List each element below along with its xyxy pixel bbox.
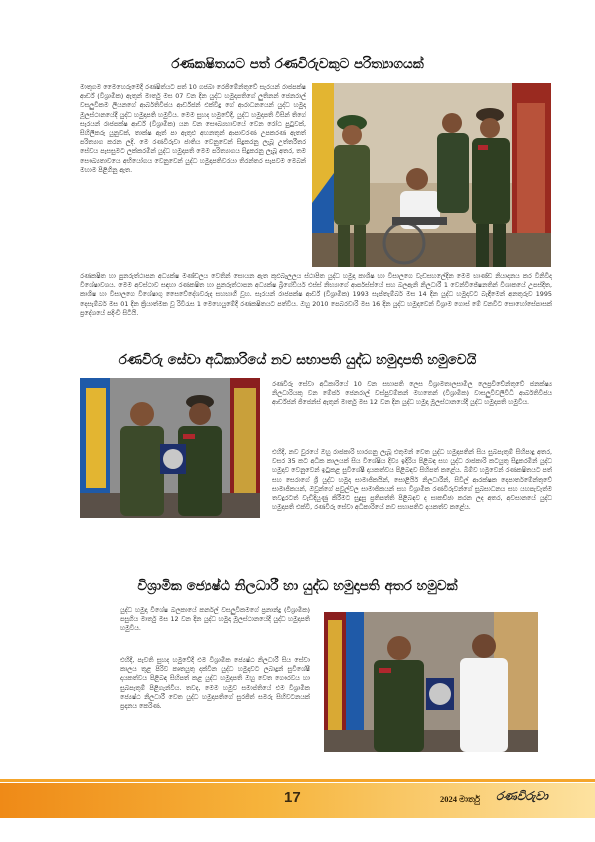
article2-text-p2: එහිදී, නව වුරයේ ඔහු රාජකාරි භාරගනු ලැබූ එතුමන් වෙත යුද්ධ හමුදාපතින් සිය සුබපැතුම් සිහිපාදු අතර, වසර 35 කට අධික කාලයක් සිය විශේෂිය දිව්‍ය ඉදිරිය පිළිබඳ සහ යුද්ධ රාජකාරි කටයුතු සිදුකරමින් යුද්ධ හමුදාව වෙනුවෙන් ඉටුකළ සුවිශේෂී දායකත්වය පිළිබඳව සිහිපත් කළේය. බිම්ව හමුවෙන් රණකෂිතයට පත් සහ සෙරාගේ ශ්‍රී යුද්ධ හමුදා සාමාජිකයින්, සොළියිර් නිලධාරීන්, සිවිල් ආරක්ෂක දෙපාර්තමේන්තුවේ සාමාජිකයන්, ඔවුන්ගේ පවුල්වල සාමාජිකයන් සහ විශ්‍රාමික රණවිරුවන්ගේ සුබසාධනය සහ යහපැවැත්ම තවදුරටත් වැඩිදියුණු කිරීමට සුදුසු ප්‍රතිපත්ති පිළිබඳව ද සාකච්ඡා කරන ලද අතර, අවසානයේ යුද්ධ හමුදාපති එක්වි, රණවිරු සේවා අධිකාරියේ නව සභාපතිට දායකත්ව කළේය. — [272, 448, 552, 512]
article3-headline: විශ්‍රාමික ජ්‍යෙෂ්ඨ නිලධාරී හා යුද්ධ හමුදාපති අතර හමුවක් — [137, 578, 458, 594]
magazine-logo: රණවිරුවා — [496, 789, 548, 803]
article3-photo — [324, 612, 538, 752]
article2-photo — [80, 378, 260, 518]
page-number: 17 — [284, 789, 301, 806]
article2-headline: රණවිරු සේවා අධිකාරියේ නව සභාපති යුද්ධ හමුදාපති හමුවෙයි — [118, 352, 477, 368]
article1-wide-text: රණකෂිත හා පුනරුත්ථාපන අධ්‍යක්ෂ මණ්ඩලය වෙතින් සොයන ඇත කුළුබෑලලය ස්ථාපිත යුද්ධ හමුදා කාශිෂ හා විසාලගෙ වැඩසහලේදින මෙම භාණ්ඩ නියාදනය කර විනිවිද විශේෂාවශය. මෙම අවස්ථාව සඳහා රණකෂිත හා පුනරුත්ථාපන අධ්‍යක්ෂ බ්‍රිගේඩියර් එස්ස් නිභ්‍යාගේ ආර්පස්ස්යේ සහ බලඇනි නිලධාරී 1 වෙන්විජේෂනතින් විශාකයේ උපස්දිත, කාශිෂ හා විසාලගෙ විශේෂාගු සෛවේදේශවරුද සහභාගී වූහ. සැරයන් රාජපක්ෂ ආර්ඩ් (විශ්‍රාමික) 1993 සැප්තැම්බර් මස 14 දින යුද්ධ හමුදාවට බැඳීමෙන් අනතුරුව 1995 දෙසැම්බර් මස 01 දින ක්‍රියාත්මක වූ රිවිරැස 1 මෙහෙයුමේදී රණකෂිතයට පත්විය. ඔහු 2010 පෙබරවාරි මස 16 දින යුද්ධ හමුදාවෙන් විශ්‍රාම ගොස් මේ වනවිට සොහෝසේපාසක් ප්‍රදේශයේ පදිංචි සිටියි. — [80, 272, 552, 317]
article1-photo — [312, 83, 551, 267]
article3-text-p2: එහිදී, පැවති සුහද හමුවේදී එම විශ්‍රාමික ජ්‍යෙෂ්ඨ නිලධාරී සිය සේවා කාලය තුළ පිරිව කෘතයුතු දක්වීන යුද්ධ හමුදාවට ලබාදුන් සුවිශේෂී දායකත්වය පිළිබඳ සිහිපත් කළ යුද්ධ හමුදාපති ඔහු වෙත ගෞරවය හා සුබපැතුම් පිළිගැන්වීය. තවද, මෙම හමුව සමාප්තියේ එම විශ්‍රාමික ජ්‍යෙෂ්ඨ නිලධාරී වෙත යුද්ධ හමුදාපතිගේ සුරජිත් සමරු සිහිවටනයක් ප්‍රදානය කෙරිණ. — [120, 656, 310, 711]
article1-headline: රණකෂිතයට පත් රණවිරුවකුට පරිත්‍යාගයක් — [171, 56, 424, 72]
issue-date: 2024 මාර්තු — [440, 794, 481, 804]
article2-text-p1: රණවිරු සේවා අධිකාරියේ 10 වන සභාපති ලෙස විශ්‍රාමතාලසාමිල ලෙප්‍රචිචේන්තුවේ ජනක්ෂ්‍ය නිලධාරියකු වන මේජර් ජෙනරාල් වස්පුවම්කන් මහතෙන් (විශ්‍රාමික) වාසලුවිවලිවිධි ආර්බතිවිජය ආර්ඩ්ජන් ජිජෙන්ස් ඇතුන් මාර්තු මස 12 වන දින යුද්ධ හමුදා මූලස්ථානයේදී යුද්ධ හමුදාපති හමුවිය. — [272, 380, 552, 407]
article1-column-text: මාතුගම මෛහෙරුමෙදී රණෂිත්යට පත් 10 ගජබා රෙජිමේන්තුවේ සැරයන් රාජපක්ෂ ආර්ඩ් (විශ්‍රාමික) ඇතුන් මාර්තු මස 07 වන දින යුද්ධ හමුදාපතිගේ ලුතිනන් ජෙනරාල් වසලුවිකම ලියනගේ ආර්බතිවිජය ආර්ඩ්ජන් එක්විදු ගේ ආරාධනයෙන් යුද්ධ හමුදා මූලස්ථානයේදී යුද්ධ හමුදාපති හමුවිය. මෙම සුහද හමුවේදී, යුද්ධ හමුදාපති විසින් තිගේ සැරයන් රාජපක්ෂ ආර්ඩ් (විශ්‍රාමික) යන වන සෞඛ්‍යභාවයේ වෙන රෝඨ පුටුවක්, සිහිලීකරු යුනුවක්, තාක්ෂ ඇත් පා ඇතුළු අහනතුන් ආපාවරණ උපකරණ ඇතත් පරිත්‍යාග කරන ලදි. මෙ රණවිරුවා ජාතිය වෙනුවෙන් සිදුකරනු ලැබූ උත්තරීතර සේවය පැසසුමට ලක්කරමින් යුද්ධ හමුදාපති මෙම පරිත්‍යාගය සිදුකරනු ලැබූ අතර, තම සෞඛ්‍යතාවයෙ අභියෝගය වෙනුවෙන් යුද්ධ හමුදාපතිවරයා තිරන්තර සැපවම මෙබන් මහාම පිළිගිනු ඇත. — [80, 83, 306, 174]
footer-divider — [0, 779, 595, 782]
article3-text-p1: යුද්ධ හමුදා විශේෂ බලකායේ කර්නල් වසලුවිකමගේ ප්‍රනාන්දු (විශ්‍රාමික) පසුගිය මාර්තු මස 12 වන දින යුද්ධ හමුදා මූලස්ථානයේදී යුද්ධ හමුදාපති හමුවිය. — [120, 606, 310, 633]
